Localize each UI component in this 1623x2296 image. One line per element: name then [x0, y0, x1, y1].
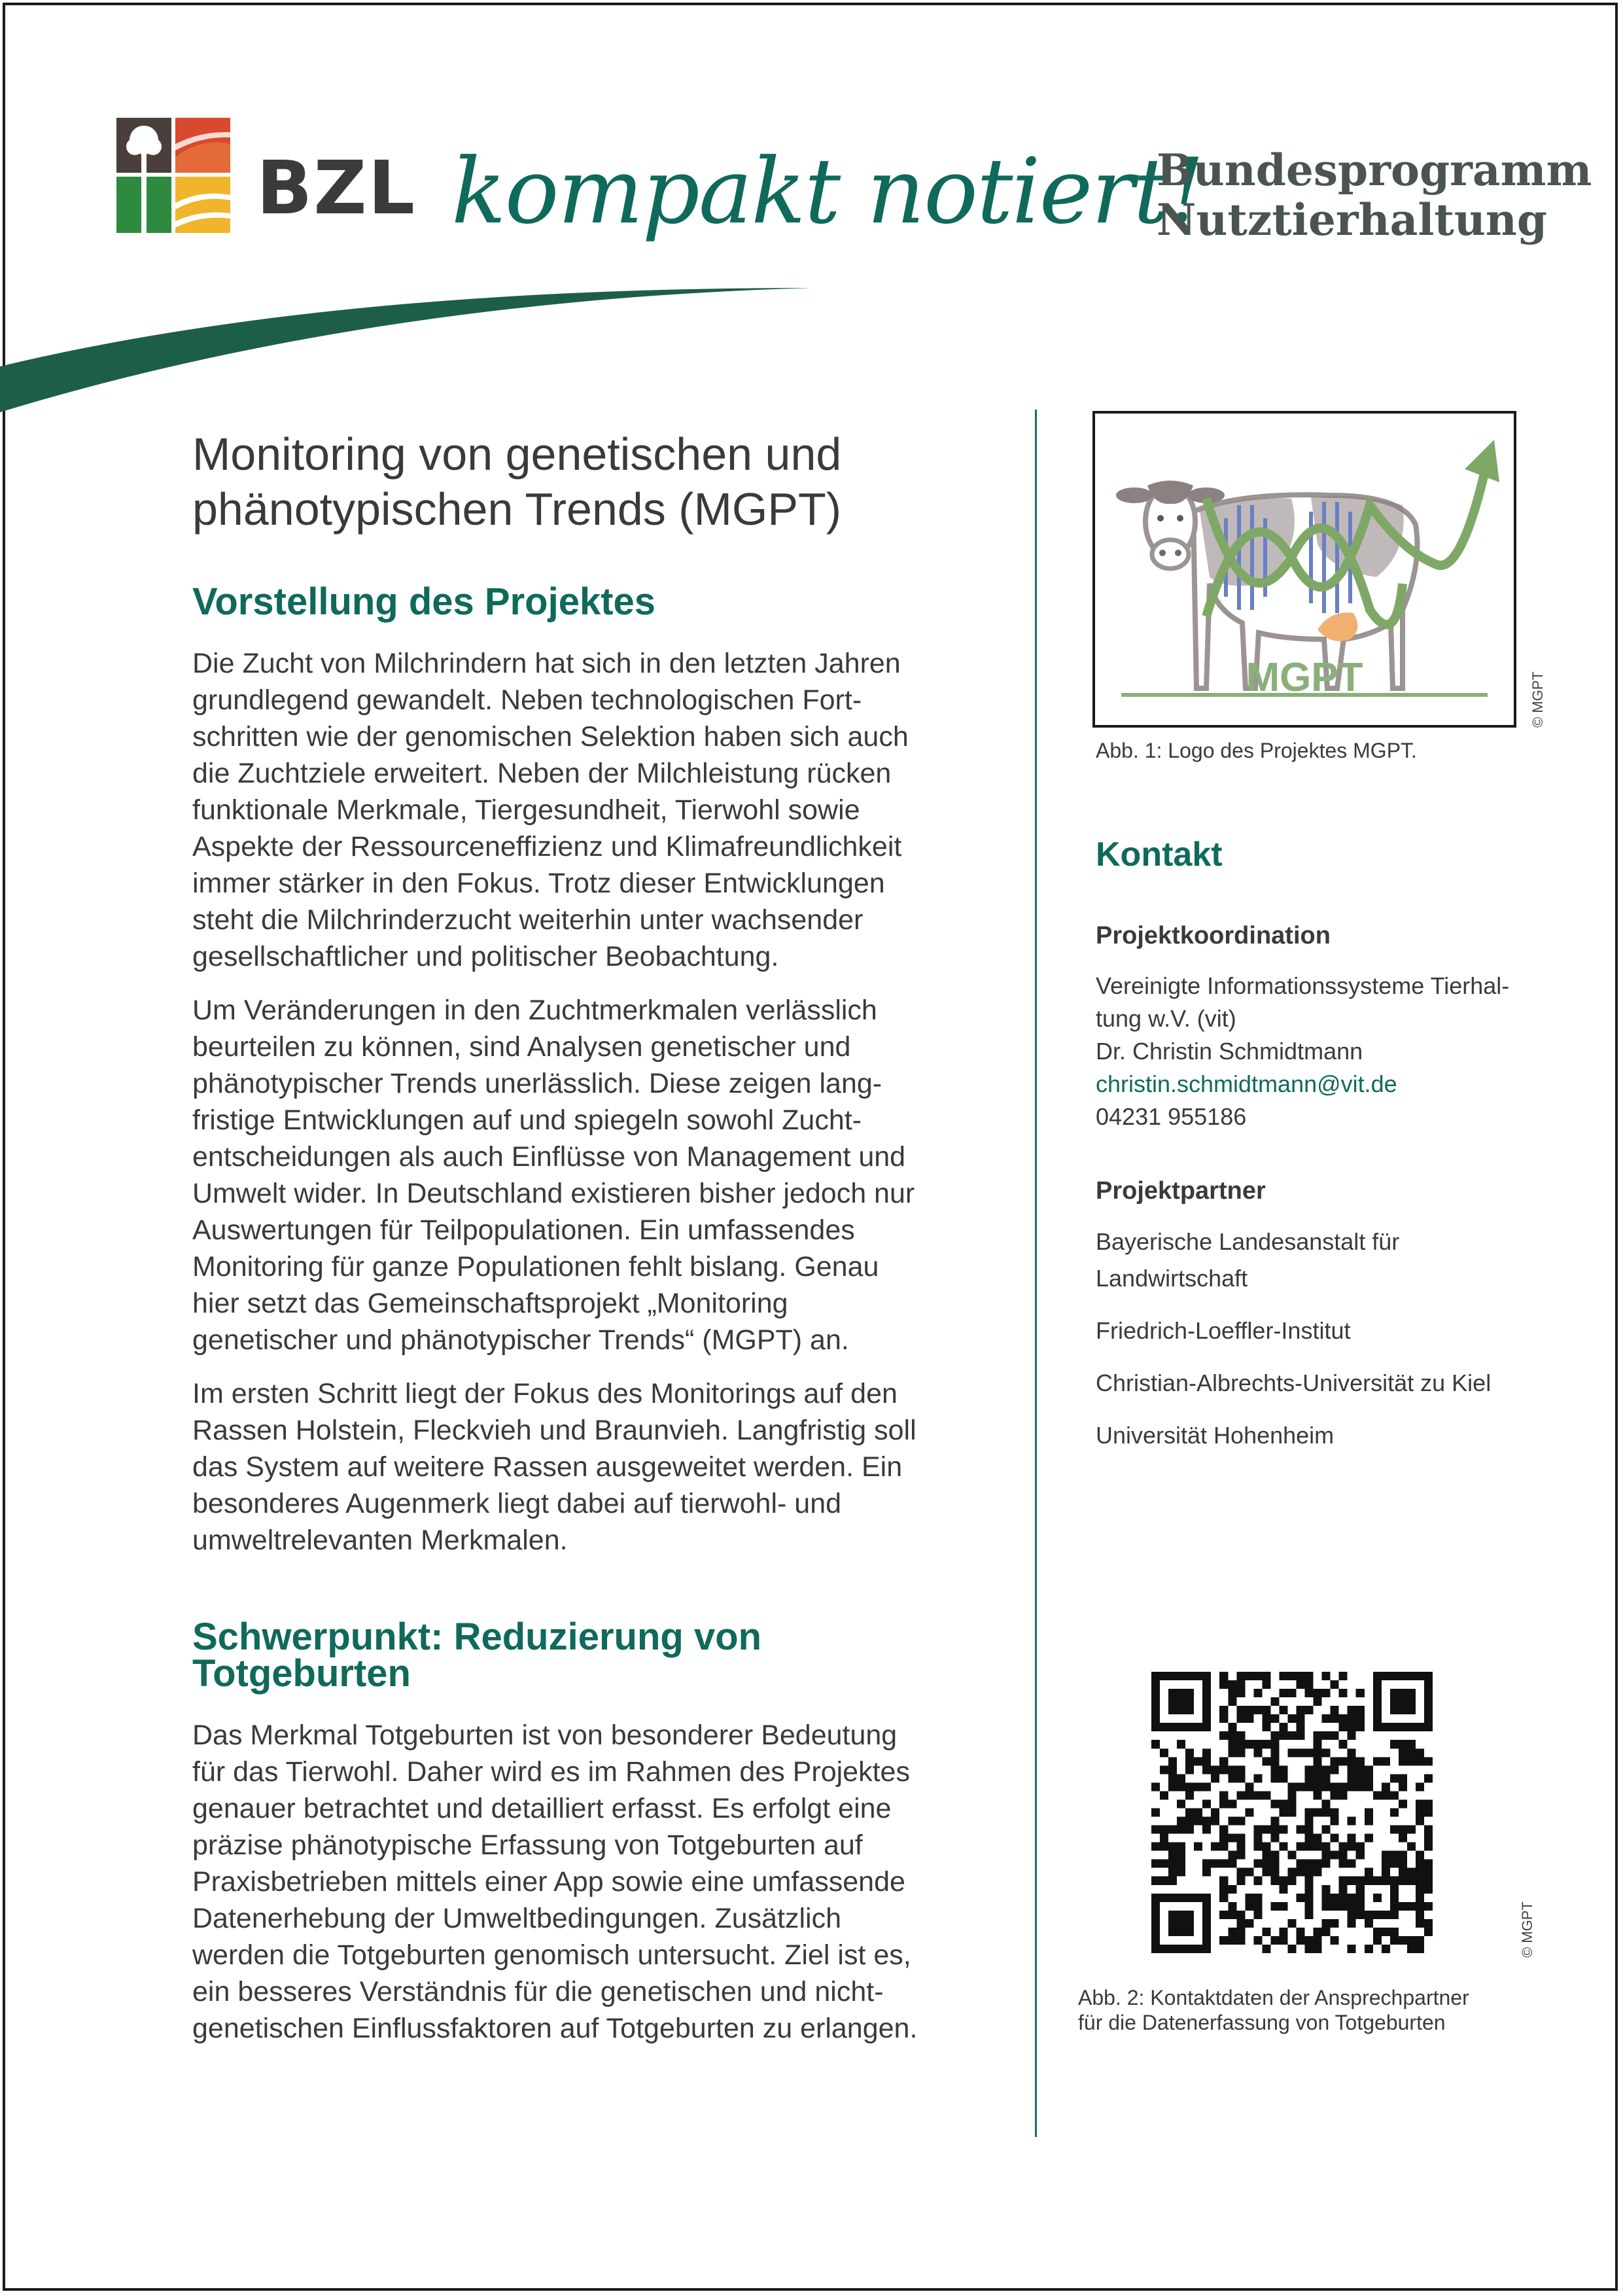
- figure-mgpt-logo: [1092, 411, 1516, 728]
- focus-heading-line-2: Totgeburten: [192, 1652, 411, 1695]
- contact-section: [1096, 835, 1567, 1470]
- title-line-1: Monitoring von genetischen und: [192, 429, 842, 480]
- paragraph-line: das System auf weitere Rassen ausgeweitet werden. Ein: [192, 1451, 903, 1483]
- title-line-2: phänotypischen Trends (MGPT): [192, 484, 842, 535]
- tagline: kompakt notiert!: [451, 139, 1204, 244]
- paragraph-line: genauer betrachtet und detailliert erfasst. Es erfolgt eine: [192, 1793, 892, 1824]
- paragraph: [192, 992, 990, 1358]
- contact-heading: Kontakt: [1096, 836, 1223, 874]
- partner-line: Christian-Albrechts-Universität zu Kiel: [1096, 1369, 1492, 1396]
- paragraph-line: schritten wie der genomischen Selektion haben sich auch: [192, 721, 909, 752]
- paragraph-line: Aspekte der Ressourceneffizienz und Klimafreundlichkeit: [192, 831, 902, 862]
- section-project-body: [192, 645, 990, 1559]
- coordination-line: tung w.V. (vit): [1096, 1005, 1236, 1032]
- paragraph-line: grundlegend gewandelt. Neben technologischen Fort-: [192, 684, 862, 716]
- paragraph-line: ein besseres Verständnis für die genetischen und nicht-: [192, 1976, 884, 2007]
- paragraph-line: Rassen Holstein, Fleckvieh und Braunvieh. Langfristig soll: [192, 1415, 916, 1446]
- figure-logo-text: MGPT: [1246, 655, 1363, 700]
- section-heading-focus: [192, 1616, 990, 1695]
- figure1-copyright: © MGPT: [1529, 671, 1546, 728]
- section-heading-project: Vorstellung des Projektes: [192, 580, 656, 623]
- paragraph-line: für das Tierwohl. Daher wird es im Rahmen des Projektes: [192, 1756, 910, 1788]
- partner-item: [1096, 1313, 1567, 1349]
- paragraph-line: Das Merkmal Totgeburten ist von besonderer Bedeutung: [192, 1720, 898, 1751]
- coordination-heading: Projektkoordination: [1096, 922, 1331, 949]
- main-column: [192, 427, 990, 2064]
- figure2-caption-line-1: Abb. 2: Kontaktdaten der Ansprechpartner: [1078, 1986, 1469, 2009]
- partner-line: Bayerische Landesanstalt für: [1096, 1228, 1400, 1255]
- paragraph-line: genetischen Einflussfaktoren auf Totgeburten zu erlangen.: [192, 2013, 918, 2044]
- paragraph-line: Die Zucht von Milchrindern hat sich in den letzten Jahren: [192, 648, 901, 679]
- partner-item: [1096, 1365, 1567, 1402]
- section-focus-body: [192, 1717, 990, 2047]
- paragraph-line: umweltrelevanten Merkmalen.: [192, 1525, 568, 1556]
- paragraph-line: steht die Milchrinderzucht weiterhin unter wachsender: [192, 904, 864, 936]
- paragraph-line: fristige Entwicklungen auf und spiegeln sowohl Zucht-: [192, 1104, 862, 1136]
- cow-dna-logo-icon: [1095, 414, 1514, 725]
- paragraph-line: hier setzt das Gemeinschaftsprojekt „Monitoring: [192, 1288, 788, 1319]
- brand-name: BZL: [256, 146, 416, 231]
- column-divider: [1035, 410, 1037, 2137]
- paragraph-line: Auswertungen für Teilpopulationen. Ein umfassendes: [192, 1214, 855, 1246]
- program-name: [1157, 145, 1592, 245]
- paragraph-line: besonderes Augenmerk liegt dabei auf tierwohl- und: [192, 1488, 842, 1519]
- paragraph-line: beurteilen zu können, sind Analysen genetischer und: [192, 1031, 851, 1063]
- partner-line: Landwirtschaft: [1096, 1265, 1248, 1292]
- paragraph-line: immer stärker in den Fokus. Trotz dieser Entwicklungen: [192, 868, 885, 899]
- paragraph-line: Um Veränderungen in den Zuchtmerkmalen verlässlich: [192, 995, 877, 1026]
- document-title: [192, 427, 990, 537]
- paragraph: [192, 1717, 990, 2047]
- figure2-caption-line-2: für die Datenerfassung von Totgeburten: [1078, 2011, 1446, 2034]
- paragraph-line: genetischer und phänotypischer Trends“ (MGPT) an.: [192, 1324, 849, 1356]
- partners-list: [1096, 1224, 1567, 1454]
- paragraph-line: Im ersten Schritt liegt der Fokus des Monitorings auf den: [192, 1378, 898, 1409]
- paragraph-line: Praxisbetrieben mittels einer App sowie eine umfassende: [192, 1866, 905, 1898]
- program-line-1: Bundesprogramm: [1157, 145, 1592, 196]
- paragraph-line: phänotypischer Trends unerlässlich. Diese zeigen lang-: [192, 1068, 882, 1099]
- paragraph-line: entscheidungen als auch Einflüsse von Management und: [192, 1141, 906, 1173]
- figure1-caption: Abb. 1: Logo des Projektes MGPT.: [1096, 739, 1417, 762]
- figure2-caption: [1078, 1985, 1469, 2035]
- paragraph-line: Umwelt wider. In Deutschland existieren bisher jedoch nur: [192, 1178, 915, 1209]
- paragraph-line: Datenerhebung der Umweltbedingungen. Zusätzlich: [192, 1903, 842, 1934]
- qr-copyright: © MGPT: [1519, 1901, 1535, 1958]
- qr-code-icon[interactable]: [1151, 1672, 1433, 1953]
- focus-heading-line-1: Schwerpunkt: Reduzierung von: [192, 1616, 762, 1658]
- partner-line: Friedrich-Loeffler-Institut: [1096, 1317, 1351, 1344]
- bzl-logo-icon: [116, 118, 230, 233]
- partner-item: [1096, 1417, 1567, 1454]
- paragraph: [192, 645, 990, 975]
- header-swoosh: [0, 275, 850, 419]
- paragraph-line: gesellschaftlicher und politischer Beobachtung.: [192, 941, 779, 972]
- coordination-details: [1096, 970, 1567, 1068]
- paragraph-line: die Zuchtziele erweitert. Neben der Milchleistung rücken: [192, 758, 892, 789]
- contact-email-link[interactable]: christin.schmidtmann@vit.de: [1096, 1070, 1397, 1097]
- paragraph: [192, 1375, 990, 1559]
- partner-item: [1096, 1224, 1567, 1297]
- partners-heading: Projektpartner: [1096, 1177, 1266, 1205]
- coordination-line: Dr. Christin Schmidtmann: [1096, 1038, 1363, 1065]
- paragraph-line: werden die Totgeburten genomisch untersucht. Ziel ist es,: [192, 1939, 911, 1971]
- paragraph-line: präzise phänotypische Erfassung von Totgeburten auf: [192, 1829, 863, 1861]
- paragraph-line: Monitoring für ganze Populationen fehlt bislang. Genau: [192, 1251, 879, 1282]
- coordination-line: Vereinigte Informationssysteme Tierhal-: [1096, 972, 1510, 999]
- program-line-2: Nutztierhaltung: [1157, 194, 1548, 245]
- paragraph-line: funktionale Merkmale, Tiergesundheit, Tierwohl sowie: [192, 794, 860, 826]
- contact-phone: 04231 955186: [1096, 1103, 1247, 1130]
- partner-line: Universität Hohenheim: [1096, 1422, 1335, 1449]
